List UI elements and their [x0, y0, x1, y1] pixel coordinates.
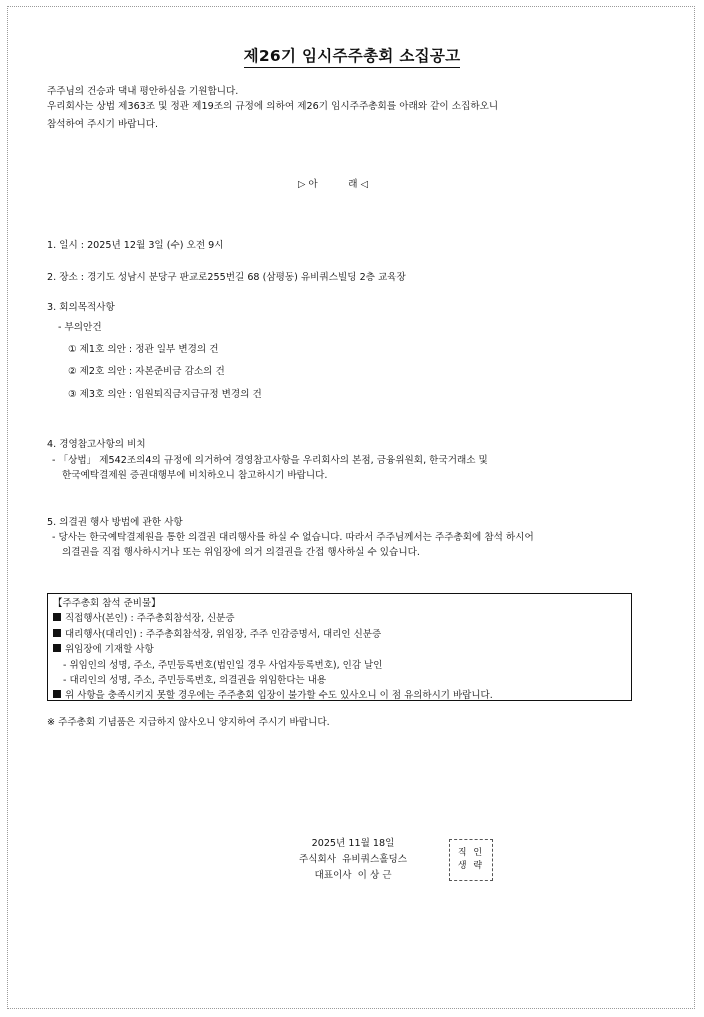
ceo-name: 대표이사 이 상 근 [314, 870, 392, 881]
preparation-subitem: - 위임인의 성명, 주소, 주민등록번호(법인일 경우 사업자등록번호), 인감 날인 [63, 659, 383, 671]
preparation-item: 위임장에 기재할 사항 [53, 642, 631, 657]
mgmt-text: - 「상법」 제542조의4의 규정에 의거하여 경영참고사항을 우리회사의 본점, 금융위원회, 한국거래소 및 [52, 455, 488, 466]
square-bullet-icon [53, 644, 61, 652]
agenda-item: ② 제2호 의안 : 자본준비금 감소의 건 [68, 366, 225, 377]
agenda-item: ① 제1호 의안 : 정관 일부 변경의 건 [68, 344, 219, 355]
notice-date: 2025년 11월 18일 [311, 838, 395, 849]
company-name: 주식회사 유비쿼스홀딩스 [298, 854, 408, 865]
vote-text: 의결권을 직접 행사하시거나 또는 위임장에 의거 의결권을 간접 행사하실 수 있습니다. [62, 547, 420, 558]
preparation-subitem: - 대리인의 성명, 주소, 주민등록번호, 의결권을 위임한다는 내용 [63, 675, 327, 687]
intro-notice: 우리회사는 상법 제363조 및 정관 제19조의 규정에 의하여 제26기 임시주주총회를 아래와 같이 소집하오니 [47, 101, 499, 112]
square-bullet-icon [53, 629, 61, 637]
giveaway-note: ※ 주주총회 기념품은 지급하지 않사오니 양지하여 주시기 바랍니다. [47, 717, 330, 728]
below-heading: ▷ 아 래 ◁ [298, 179, 368, 190]
mgmt-heading: 4. 경영참고사항의 비치 [47, 439, 146, 450]
meeting-place: 2. 장소 : 경기도 성남시 분당구 판교로255번길 68 (삼평동) 유비쿼스빌딩 2층 교육장 [47, 272, 406, 283]
intro-greeting: 주주님의 건승과 댁내 평안하심을 기원합니다. [47, 86, 239, 97]
document-title: 제26기 임시주주총회 소집공고 [0, 44, 704, 66]
agenda-heading: 3. 회의목적사항 [47, 302, 115, 313]
seal-omitted-stamp [449, 839, 493, 881]
mgmt-text: 한국예탁결제원 증권대행부에 비치하오니 참고하시기 바랍니다. [62, 470, 328, 481]
square-bullet-icon [53, 613, 61, 621]
preparation-item: 대리행사(대리인) : 주주총회참석장, 위임장, 주주 인감증명서, 대리인 신분증 [53, 627, 631, 642]
seal-text: 생 략 [457, 861, 485, 871]
vote-heading: 5. 의결권 행사 방법에 관한 사항 [47, 517, 183, 528]
agenda-subheading: - 부의안건 [58, 322, 102, 333]
preparation-heading: 【주주총회 참석 준비물】 [53, 598, 161, 609]
intro-request: 참석하여 주시기 바랍니다. [47, 119, 159, 130]
vote-text: - 당사는 한국예탁결제원을 통한 의결권 대리행사를 하실 수 없습니다. 따라서 주주님께서는 주주총회에 참석 하시어 [52, 532, 534, 543]
agenda-item: ③ 제3호 의안 : 임원퇴직금지급규정 변경의 건 [68, 389, 262, 400]
meeting-date: 1. 일시 : 2025년 12월 3일 (수) 오전 9시 [47, 240, 224, 251]
preparation-item: 직접행사(본인) : 주주총회참석장, 신분증 [53, 611, 631, 626]
preparation-box [47, 593, 632, 701]
seal-text: 직 인 [457, 848, 485, 858]
square-bullet-icon [53, 690, 61, 698]
preparation-item: 위 사항을 충족시키지 못할 경우에는 주주총회 입장이 불가할 수도 있사오니 이 점 유의하시기 바랍니다. [53, 688, 631, 703]
